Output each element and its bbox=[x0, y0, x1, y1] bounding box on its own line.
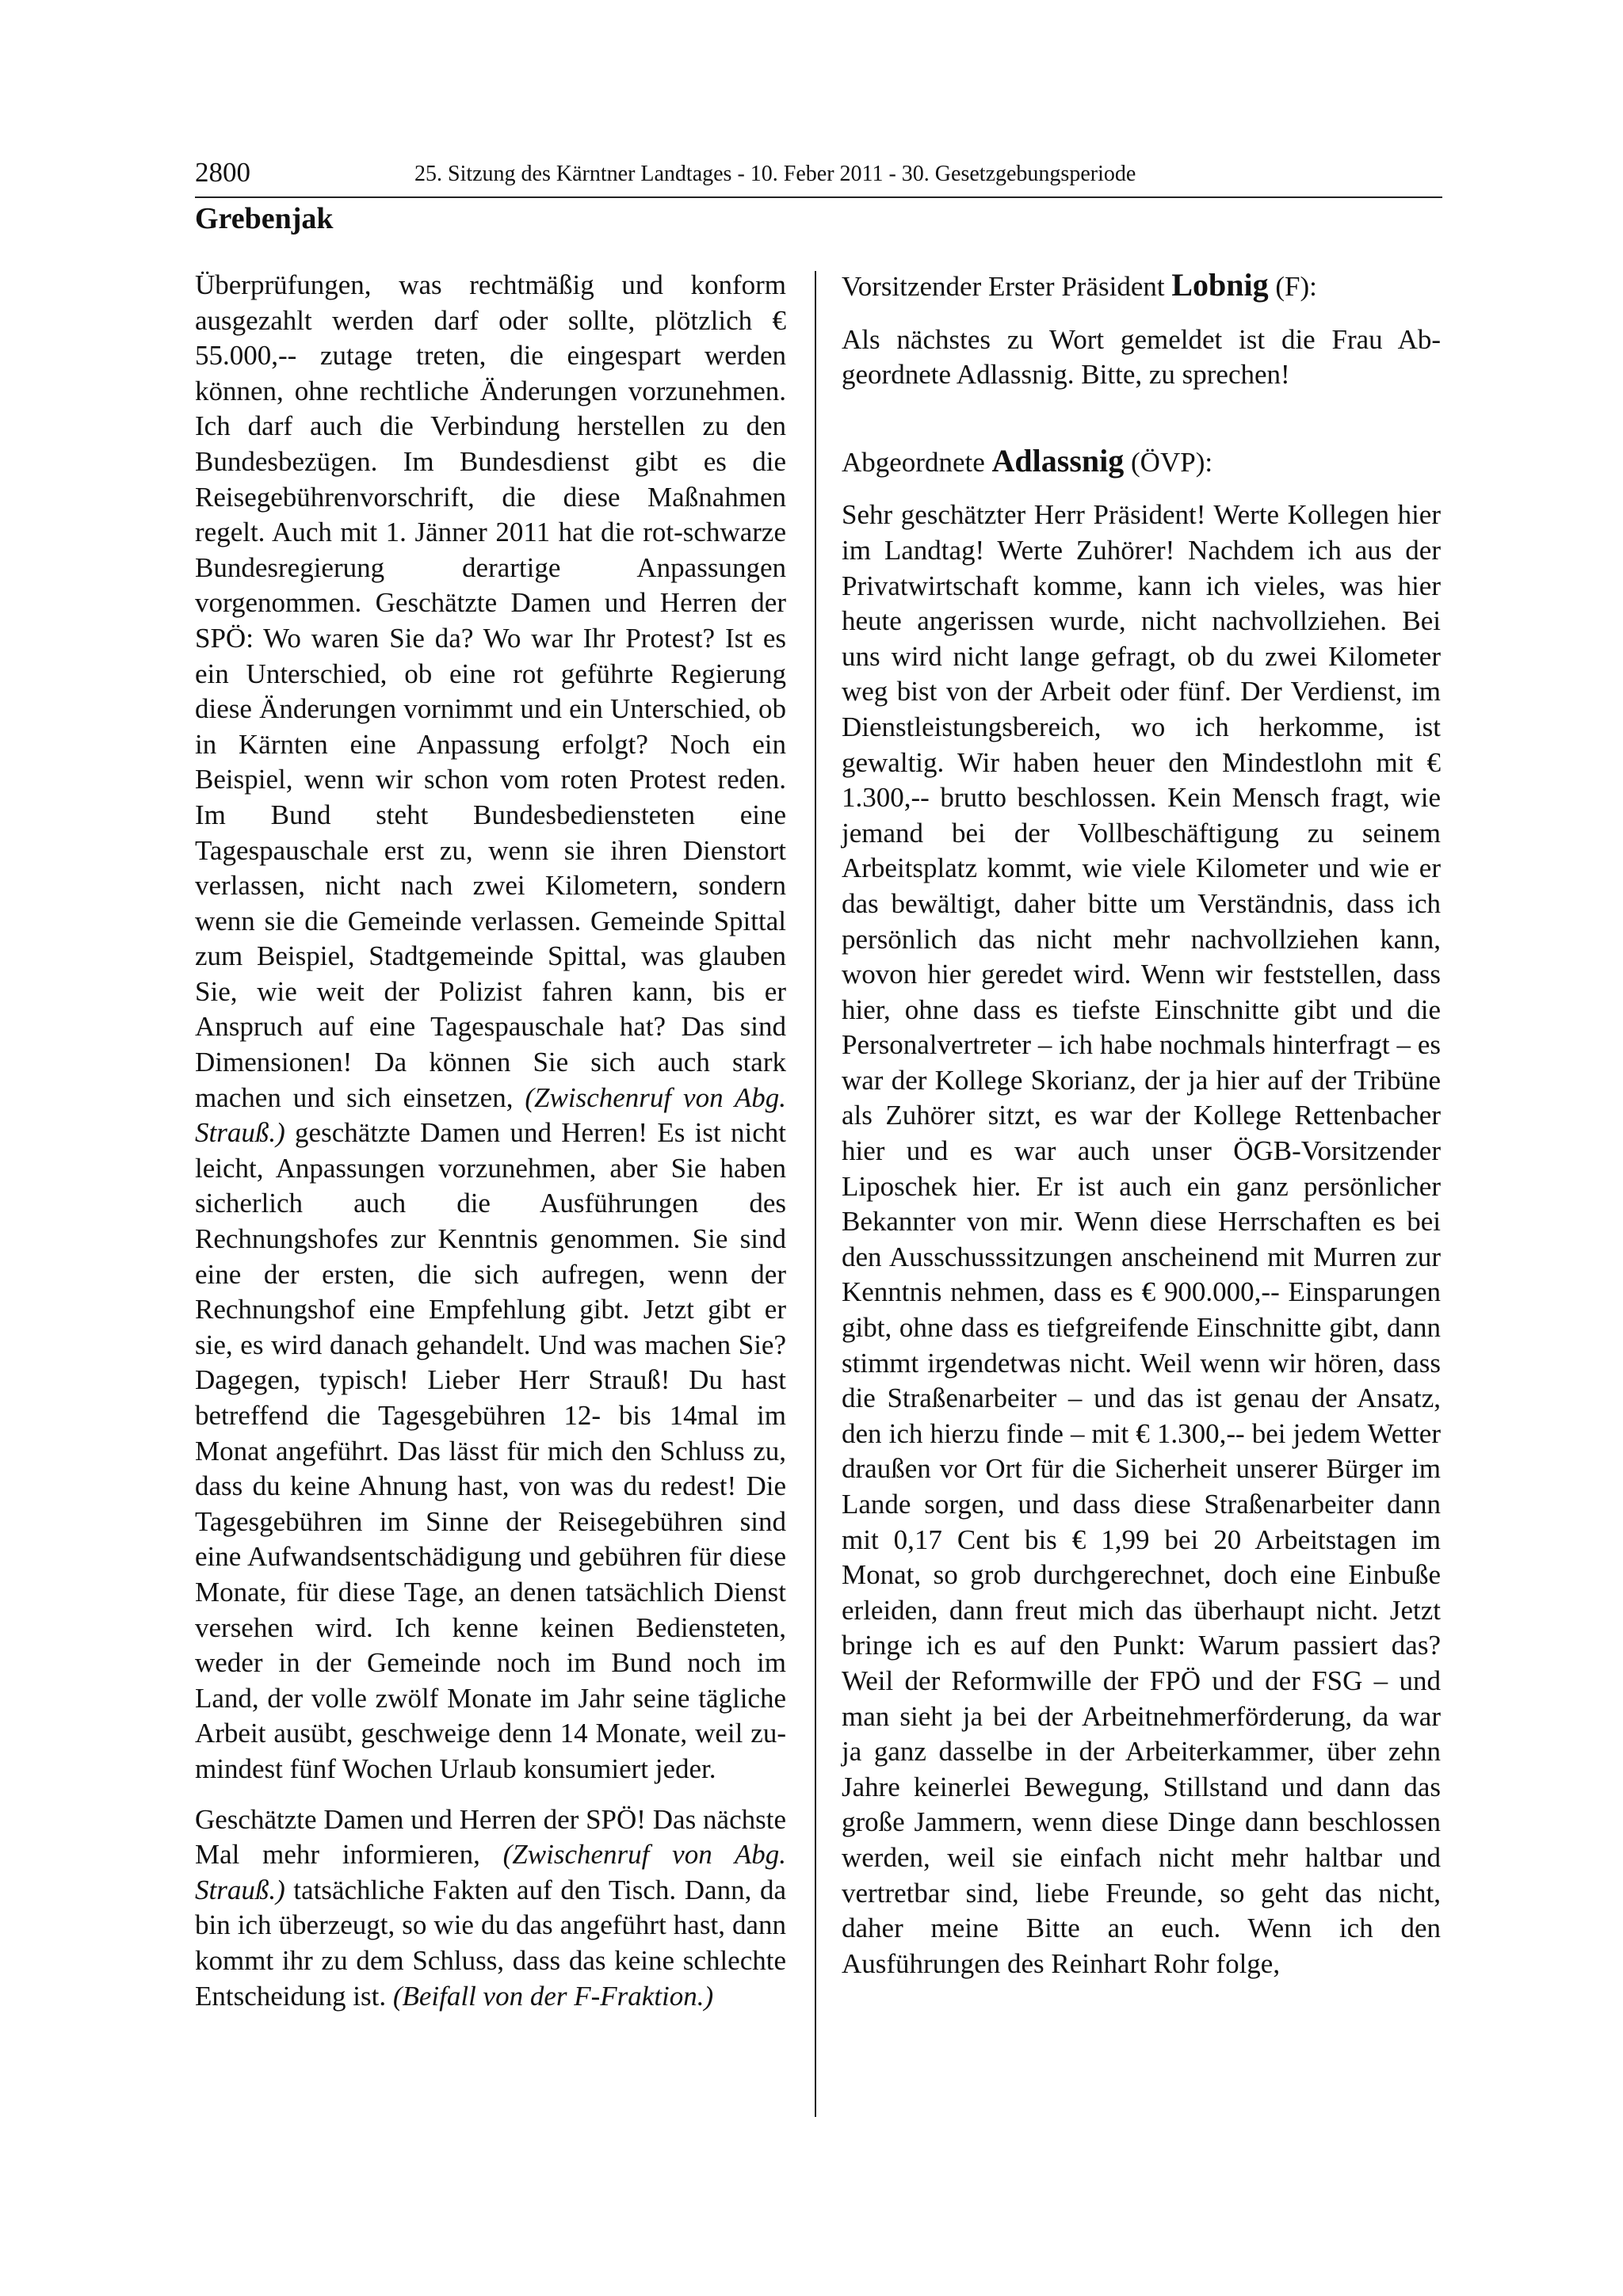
speaker-title: Abgeordnete bbox=[842, 446, 985, 478]
speaker-title: Vorsitzender Erster Präsident bbox=[842, 271, 1165, 302]
speaker-name: Lobnig bbox=[1171, 267, 1269, 303]
interjection: (Zwischenruf von Abg. Strauß.) bbox=[195, 1081, 787, 1149]
left-p1-rest: geschätzte Damen und Herren! Es ist nicht leicht, Anpassungen vorzunehmen, aber Sie haben sicherlich auch die Ausführungen des Rechnungshofes zur Kenntnis genommen. Sie sind eine der ersten, die sich aufregen, wenn der Rechnungshof eine Empfehlung gibt. Jetzt gibt er sie, es wird danach gehandelt. Und was machen Sie? Dagegen, typisch! Lieber Herr Strauß! Du hast betreffend die Tagesgebühren 12- bis 14mal im Monat angeführt. Das lässt für mich den Schluss zu, dass du keine Ahnung hast, von was du redest! Die Tagesgebühren im Sinne der Reisegebühren sind eine Aufwandsentschädigung und gebühren für diese Monate, für diese Tage, an denen tatsächlich Dienst versehen wird. Ich kenne keinen Bediensteten, weder in der Gemeinde noch im Bund noch im Land, der volle zwölf Monate im Jahr seine tägliche Arbeit ausübt, geschweige denn 14 Monate, weil zumindest fünf Wochen Urlaub konsumiert jeder. bbox=[195, 1117, 786, 1784]
left-paragraph-1 bbox=[195, 268, 786, 1787]
left-p1-text: Überprüfungen, was rechtmäßig und konform ausgezahlt werden darf oder sollte, plötzlich € 55.000,-- zutage treten, die eingespart werden können, ohne rechtliche Änderungen vorzunehmen. Ich darf auch die Verbindung herstellen zu den Bundesbezügen. Im Bundesdienst gibt es die Reisegebührenvorschrift, die diese Maßnahmen regelt. Auch mit 1. Jänner 2011 hat die rot-schwarze Bundesregierung derartige Anpassungen vorgenommen. Geschätzte Damen und Herren der SPÖ: Wo waren Sie da? Wo war Ihr Protest? Ist es ein Unterschied, ob eine rot geführte Regierung diese Änderungen vornimmt und ein Unterschied, ob in Kärnten eine Anpassung erfolgt? Noch ein Beispiel, wenn wir schon vom roten Protest reden. Im Bund steht Bundesbediensteten eine Tagespauschale erst zu, wenn sie ihren Dienstort verlassen, nicht nach zwei Kilometern, sondern wenn sie die Gemeinde verlassen. Gemeinde Spittal zum Beispiel, Stadtgemeinde Spittal, was glauben Sie, wie weit der Polizist fahren kann, bis er Anspruch auf eine Tagespauschale hat? Das sind Dimensionen! Da können Sie sich auch stark machen und sich einsetzen, bbox=[195, 269, 786, 1113]
applause-note: (Beifall von der F-Fraktion.) bbox=[392, 1980, 714, 2012]
speaker-heading-lobnig bbox=[842, 268, 1441, 305]
speaker-heading-adlassnig bbox=[842, 444, 1441, 481]
left-p2-rest: tatsächliche Fakten auf den Tisch. Dann, da bin ich überzeugt, so wie du das angeführt hast, dann kommt ihr zu dem Schluss, dass das keine schlechte Entscheidung ist. bbox=[195, 1874, 786, 2012]
right-column bbox=[842, 268, 1441, 1981]
right-paragraph-2: Sehr geschätzter Herr Präsident! Werte Kollegen hier im Landtag! Werte Zuhörer! Nachdem ich aus der Privatwirtschaft komme, kann ich vieles, was hier heute angerissen wurde, nicht nachvollziehen. Bei uns wird nicht lange gefragt, ob du zwei Kilometer weg bist von der Arbeit oder fünf. Der Verdienst, im Dienstleistungsbereich, wo ich herkomme, ist gewaltig. Wir haben heuer den Mindestlohn mit € 1.300,-- brutto beschlossen. Kein Mensch fragt, wie jemand bei der Vollbeschäftigung zu seinem Arbeitsplatz kommt, wie viele Kilometer und wie er das bewältigt, daher bitte um Verständnis, dass ich persönlich das nicht mehr nachvollziehen kann, wovon hier geredet wird. Wenn wir feststellen, dass hier, ohne dass es tiefste Einschnitte gibt und die Personalvertreter – ich habe nochmals hinterfragt – es war der Kollege Skorianz, der ja hier auf der Tribüne als Zuhörer sitzt, es war der Kollege Rettenbacher hier und es war auch unser ÖGB-Vorsitzender Liposchek hier. Er ist auch ein ganz persönlicher Bekannter von mir. Wenn diese Herrschaften es bei den Ausschusssitzungen anscheinend mit Murren zur Kenntnis nehmen, dass es € 900.000,-- Einsparungen gibt, ohne dass es tiefgreifende Einschnitte gibt, dann stimmt irgendetwas nicht. Weil wenn wir hören, dass die Straßenarbeiter – und das ist genau der Ansatz, den ich hierzu finde – mit € 1.300,-- bei jedem Wetter draußen vor Ort für die Sicherheit unserer Bürger im Lande sorgen, und dass diese Straßenarbeiter dann mit 0,17 Cent bis € 1,99 bei 20 Arbeitstagen im Monat, so grob durchgerechnet, doch eine Einbuße erleiden, dann freut mich das überhaupt nicht. Jetzt bringe ich es auf den Punkt: Warum passiert das? Weil der Reformwille der FPÖ und der FSG – und man sieht ja bei der Arbeitnehmerförderung, da war ja ganz dasselbe in der Arbeiterkammer, über zehn Jahre keinerlei Bewegung, Stillstand und dann das große Jammern, wenn diese Dinge dann beschlossen werden, weil sie einfach nicht mehr haltbar und vertretbar sind, liebe Freunde, so geht das nicht, daher meine Bitte an euch. Wenn ich den Ausführungen des Reinhart Rohr folge, bbox=[842, 499, 1441, 1979]
current-speaker-label: Grebenjak bbox=[195, 202, 334, 235]
speaker-party: (F): bbox=[1275, 271, 1317, 302]
speaker-name: Adlassnig bbox=[991, 442, 1125, 479]
left-column bbox=[195, 268, 786, 2014]
left-p2-text: Geschätzte Damen und Herren der SPÖ! Das nächste Mal mehr informieren, bbox=[195, 1803, 786, 1871]
right-paragraph-1: Als nächstes zu Wort gemeldet ist die Frau Abgeordnete Adlassnig. Bitte, zu sprechen! bbox=[842, 323, 1441, 391]
header-rule bbox=[195, 196, 1442, 198]
speaker-party: (ÖVP): bbox=[1131, 446, 1213, 478]
page-header bbox=[195, 157, 1442, 198]
running-head: 25. Sitzung des Kärntner Landtages - 10. Feber 2011 - 30. Gesetzgebungsperiode bbox=[414, 162, 1136, 186]
page-number: 2800 bbox=[195, 157, 250, 188]
column-divider bbox=[815, 271, 816, 2117]
left-paragraph-2 bbox=[195, 1802, 786, 2015]
interjection: (Zwischenruf von Abg. Strauß.) bbox=[195, 1839, 786, 1905]
